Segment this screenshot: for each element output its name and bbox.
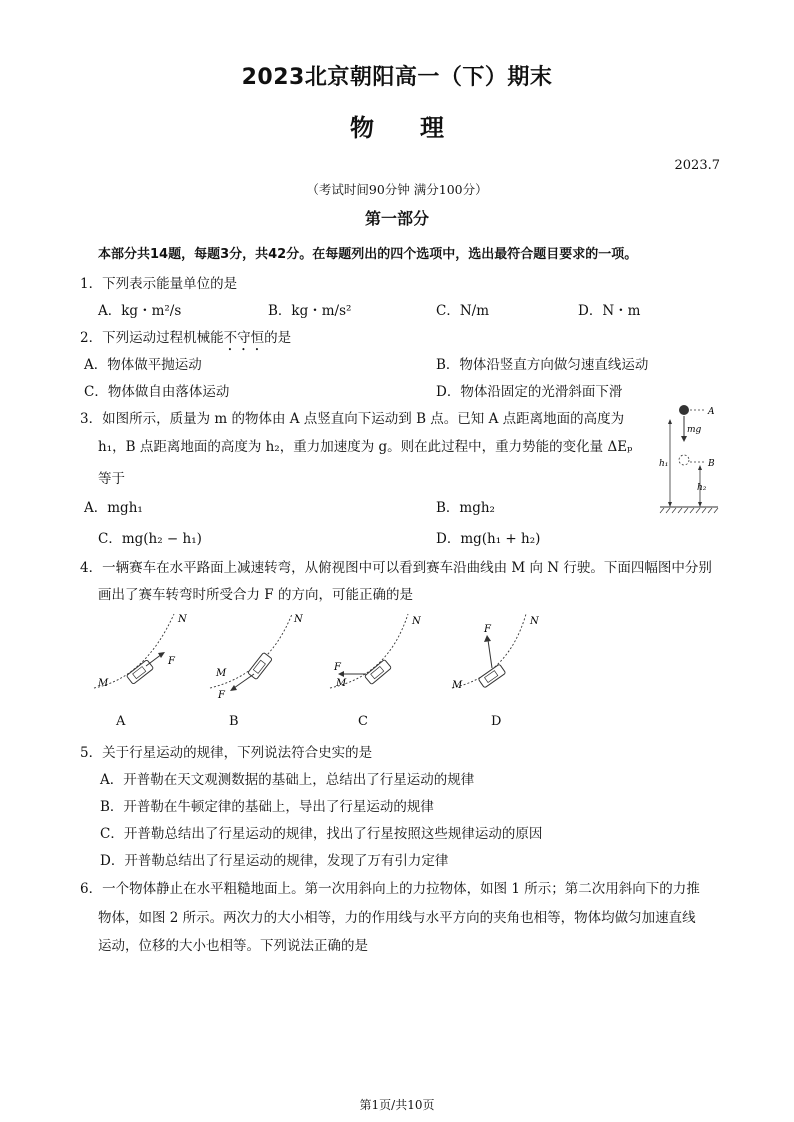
q4-figure-label-d: D <box>491 714 502 729</box>
q1-option-b: B．kg・m/s² <box>268 303 352 319</box>
exam-date: 2023.7 <box>674 158 720 173</box>
ball-at-b <box>679 455 689 465</box>
q3-option-a: A．mgh₁ <box>84 500 143 516</box>
q4a-label-f: F <box>168 656 175 667</box>
q3-option-c: C．mg(h₂ − h₁) <box>98 531 202 547</box>
page-footer: 第1页/共10页 <box>359 1098 435 1112</box>
subject-title <box>0 108 794 143</box>
q2-option-c: C．物体做自由落体运动 <box>84 384 230 400</box>
q4d-label-n: N <box>530 616 539 627</box>
subject-char-2: 理 <box>420 114 444 142</box>
q4-figure-d <box>446 606 546 704</box>
q3-line-1: 3．如图所示，质量为 m 的物体由 A 点竖直向下运动到 B 点。已知 A 点距离地面的高度为 <box>80 411 625 427</box>
q4-figure-label-c: C <box>358 714 368 729</box>
q4-figure-label-a: A <box>116 714 126 729</box>
q3-label-h2: h₂ <box>697 483 707 493</box>
q3-option-b: B．mgh₂ <box>436 500 495 516</box>
q4-figure-a <box>90 606 190 704</box>
q2-stem-a: 2．下列运动过程机械能 <box>80 330 224 346</box>
exam-title: 2023北京朝阳高一（下）期末 <box>241 65 553 90</box>
q3-label-mg: mg <box>687 425 702 435</box>
q2-stem-b: 的是 <box>264 330 292 346</box>
q3-label-h1: h₁ <box>659 459 669 469</box>
q3-line-3: 等于 <box>98 471 125 487</box>
q4c-label-n: N <box>412 616 421 627</box>
q6-line-2: 物体，如图 2 所示。两次力的大小相等，力的作用线与水平方向的夹角也相等，物体均做匀加速直线 <box>98 910 696 926</box>
q4d-label-m: M <box>452 680 463 691</box>
ball-at-a <box>679 405 689 415</box>
part-title: 第一部分 <box>364 209 429 228</box>
q5-stem: 5．关于行星运动的规律，下列说法符合史实的是 <box>80 745 373 761</box>
q4-figure-c <box>326 606 426 704</box>
q4-line-2: 画出了赛车转弯时所受合力 F 的方向，可能正确的是 <box>98 587 413 603</box>
subject-char-1: 物 <box>350 114 374 142</box>
q3-label-a: A <box>708 407 715 417</box>
q5-option-a: A．开普勒在天文观测数据的基础上，总结出了行星运动的规律 <box>100 772 475 788</box>
q3-label-b: B <box>708 459 715 469</box>
q6-line-1: 6．一个物体静止在水平粗糙地面上。第一次用斜向上的力拉物体，如图 1 所示；第二次用斜向下的力推 <box>80 881 700 897</box>
q1-option-c: C．N/m <box>436 303 489 319</box>
q4a-label-n: N <box>178 614 187 625</box>
q3-figure <box>656 400 722 518</box>
q1-option-d: D．N・m <box>578 303 641 319</box>
q4-figure-b <box>206 606 306 704</box>
q3-line-2: h₁，B 点距离地面的高度为 h₂，重力加速度为 g。则在此过程中，重力势能的变化量 ΔEₚ <box>98 439 633 455</box>
q4d-label-f: F <box>484 624 491 635</box>
q6-line-3: 运动，位移的大小也相等。下列说法正确的是 <box>98 938 368 954</box>
q4a-label-m: M <box>98 678 109 689</box>
exam-info: （考试时间90分钟 满分100分） <box>306 182 488 197</box>
q4c-label-f: F <box>334 662 341 673</box>
q4b-label-f: F <box>218 690 225 701</box>
q4c-label-m: M <box>336 678 347 689</box>
q2-stem <box>80 326 291 354</box>
q3-option-d: D．mg(h₁ + h₂) <box>436 531 541 547</box>
q4b-label-m: M <box>216 668 227 679</box>
q2-option-d: D．物体沿固定的光滑斜面下滑 <box>436 384 623 400</box>
q2-stem-emphasis: 不守恒 <box>223 330 265 346</box>
part-instruction: 本部分共14题，每题3分，共42分。在每题列出的四个选项中，选出最符合题目要求的一项。 <box>98 247 638 262</box>
q4-figure-label-b: B <box>229 714 239 729</box>
q1-stem: 1．下列表示能量单位的是 <box>80 276 238 292</box>
q5-option-c: C．开普勒总结出了行星运动的规律，找出了行星按照这些规律运动的原因 <box>100 826 543 842</box>
q1-option-a: A．kg・m²/s <box>98 303 182 319</box>
q4b-label-n: N <box>294 614 303 625</box>
q2-option-b: B．物体沿竖直方向做匀速直线运动 <box>436 357 649 373</box>
q2-option-a: A．物体做平抛运动 <box>84 357 202 373</box>
q5-option-b: B．开普勒在牛顿定律的基础上，导出了行星运动的规律 <box>100 799 434 815</box>
q5-option-d: D．开普勒总结出了行星运动的规律，发现了万有引力定律 <box>100 853 449 869</box>
q4-line-1: 4．一辆赛车在水平路面上减速转弯，从俯视图中可以看到赛车沿曲线由 M 向 N 行驶。下面四幅图中分别 <box>80 560 712 576</box>
